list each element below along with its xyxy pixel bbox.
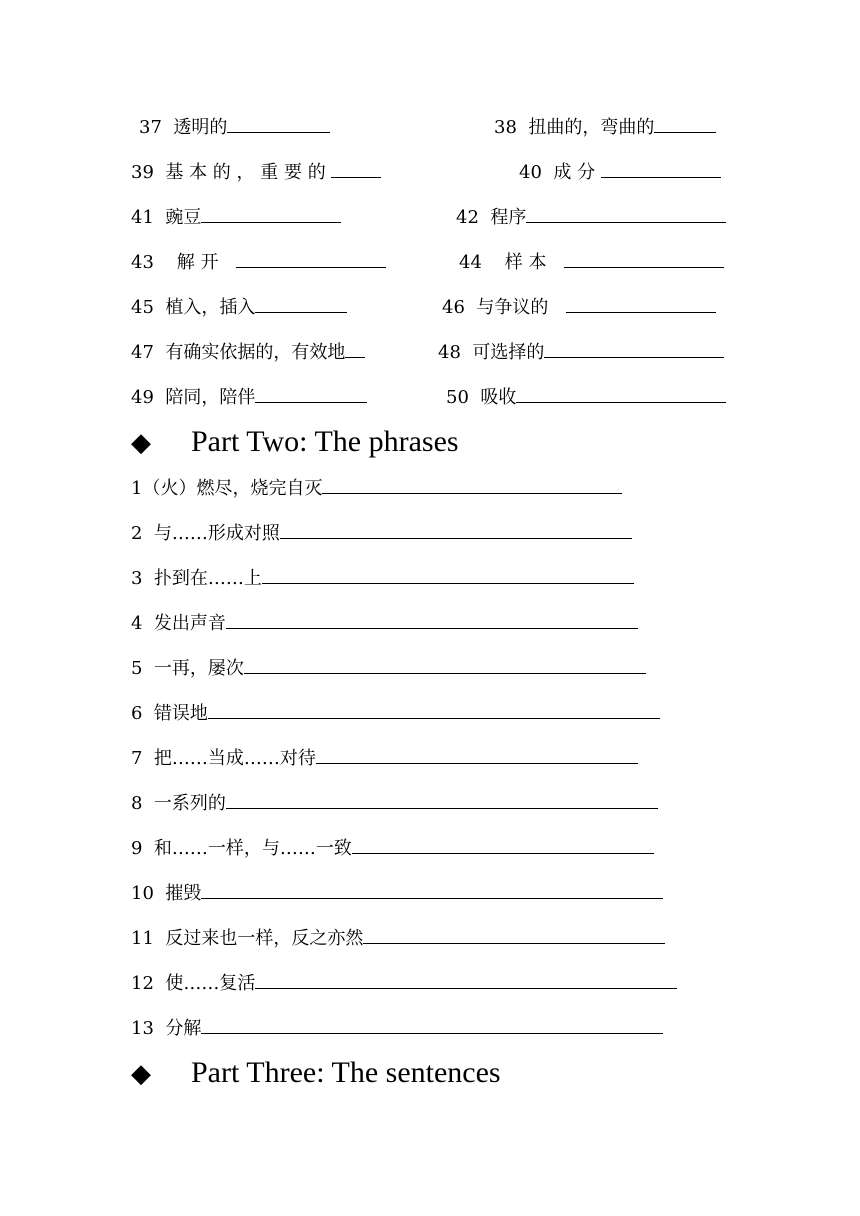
item-text: 分解 [165, 1018, 202, 1039]
vocab-item-38 [494, 116, 716, 139]
vocab-item-50 [446, 386, 726, 409]
item-text: 扑到在……上 [153, 568, 262, 589]
item-number: 7 [131, 748, 143, 769]
phrase-item-6 [131, 702, 660, 725]
answer-blank[interactable] [201, 206, 341, 223]
answer-blank[interactable] [363, 927, 665, 944]
phrase-item-2 [131, 522, 632, 545]
item-text: 植入，插入 [165, 297, 256, 318]
item-text: 发出声音 [153, 613, 226, 634]
answer-blank[interactable] [255, 972, 677, 989]
item-number: 9 [131, 838, 143, 859]
item-text: 成 分 [553, 162, 596, 183]
answer-blank[interactable] [226, 792, 658, 809]
item-text: 样 本 [504, 252, 547, 273]
item-text: 把……当成……对待 [153, 748, 316, 769]
phrase-item-4 [131, 612, 638, 635]
diamond-bullet-icon: ◆ [131, 1059, 151, 1088]
item-number: 40 [519, 162, 542, 183]
answer-blank[interactable] [331, 161, 381, 178]
item-number: 10 [131, 883, 154, 904]
vocab-item-46 [442, 296, 716, 319]
answer-blank[interactable] [236, 251, 386, 268]
item-number: 11 [131, 928, 154, 949]
item-text: 和……一样，与……一致 [153, 838, 352, 859]
item-text: 错误地 [153, 703, 208, 724]
item-number: 47 [131, 342, 154, 363]
answer-blank[interactable] [208, 702, 660, 719]
answer-blank[interactable] [227, 116, 330, 133]
item-text: 吸收 [480, 387, 517, 408]
item-text: 一系列的 [153, 793, 226, 814]
answer-blank[interactable] [544, 341, 724, 358]
item-number: 50 [446, 387, 469, 408]
vocab-item-47 [131, 341, 365, 364]
vocab-item-40 [519, 161, 721, 184]
item-number: 49 [131, 387, 154, 408]
vocab-item-39 [131, 161, 381, 184]
vocab-item-49 [131, 386, 367, 409]
phrase-item-1 [131, 477, 622, 500]
item-number: 5 [131, 658, 143, 679]
part-three-title: Part Three: The sentences [191, 1056, 501, 1089]
item-text: 陪同，陪伴 [165, 387, 256, 408]
item-text: 使……复活 [165, 973, 256, 994]
item-text: 扭曲的，弯曲的 [528, 117, 655, 138]
phrase-item-7 [131, 747, 638, 770]
vocab-item-37 [139, 116, 330, 139]
vocab-item-41 [131, 206, 341, 229]
item-number: 42 [456, 207, 479, 228]
phrase-item-3 [131, 567, 634, 590]
item-number: 4 [131, 613, 143, 634]
item-number: 12 [131, 973, 154, 994]
item-number: 45 [131, 297, 154, 318]
phrase-item-10 [131, 882, 663, 905]
part-three-heading [131, 1055, 501, 1092]
vocab-item-45 [131, 296, 347, 319]
item-number: 6 [131, 703, 143, 724]
item-text: 与……形成对照 [153, 523, 280, 544]
answer-blank[interactable] [316, 747, 638, 764]
item-number: 2 [131, 523, 143, 544]
answer-blank[interactable] [201, 1017, 663, 1034]
item-text: 基 本 的 ， 重 要 的 [165, 162, 326, 183]
item-text: 透明的 [173, 117, 228, 138]
phrase-item-9 [131, 837, 654, 860]
answer-blank[interactable] [322, 477, 622, 494]
phrase-item-11 [131, 927, 665, 950]
answer-blank[interactable] [262, 567, 634, 584]
answer-blank[interactable] [526, 206, 726, 223]
item-number: 39 [131, 162, 154, 183]
item-text: 与争议的 [476, 297, 549, 318]
vocab-item-48 [438, 341, 724, 364]
answer-blank[interactable] [564, 251, 724, 268]
item-text: 反过来也一样，反之亦然 [165, 928, 364, 949]
item-number: 46 [442, 297, 465, 318]
item-text: 解 开 [176, 252, 219, 273]
item-number: 8 [131, 793, 143, 814]
item-number: 44 [459, 252, 482, 273]
answer-blank[interactable] [201, 882, 663, 899]
part-two-heading [131, 424, 459, 461]
vocab-item-43 [131, 251, 386, 274]
item-text: 摧毁 [165, 883, 202, 904]
phrase-item-13 [131, 1017, 663, 1040]
phrase-item-5 [131, 657, 646, 680]
vocab-item-44 [459, 251, 724, 274]
item-text: （火）燃尽，烧完自灭 [142, 478, 323, 499]
phrase-item-12 [131, 972, 677, 995]
answer-blank[interactable] [654, 116, 716, 133]
answer-blank[interactable] [516, 386, 726, 403]
item-number: 38 [494, 117, 517, 138]
item-number: 3 [131, 568, 143, 589]
item-number: 1 [131, 478, 143, 499]
phrase-item-8 [131, 792, 658, 815]
answer-blank[interactable] [280, 522, 632, 539]
answer-blank[interactable] [244, 657, 646, 674]
vocab-item-42 [456, 206, 726, 229]
answer-blank[interactable] [601, 161, 721, 178]
item-number: 41 [131, 207, 154, 228]
item-number: 48 [438, 342, 461, 363]
diamond-bullet-icon: ◆ [131, 428, 151, 457]
item-text: 豌豆 [165, 207, 202, 228]
answer-blank[interactable] [352, 837, 654, 854]
item-number: 37 [139, 117, 162, 138]
item-text: 程序 [490, 207, 527, 228]
item-text: 可选择的 [472, 342, 545, 363]
item-text: 一再，屡次 [153, 658, 244, 679]
answer-blank[interactable] [255, 296, 347, 313]
part-two-title: Part Two: The phrases [191, 425, 459, 458]
answer-blank[interactable] [226, 612, 638, 629]
item-number: 13 [131, 1018, 154, 1039]
answer-blank[interactable] [345, 341, 365, 358]
item-text: 有确实依据的，有效地 [165, 342, 346, 363]
answer-blank[interactable] [566, 296, 716, 313]
item-number: 43 [131, 252, 154, 273]
answer-blank[interactable] [255, 386, 367, 403]
